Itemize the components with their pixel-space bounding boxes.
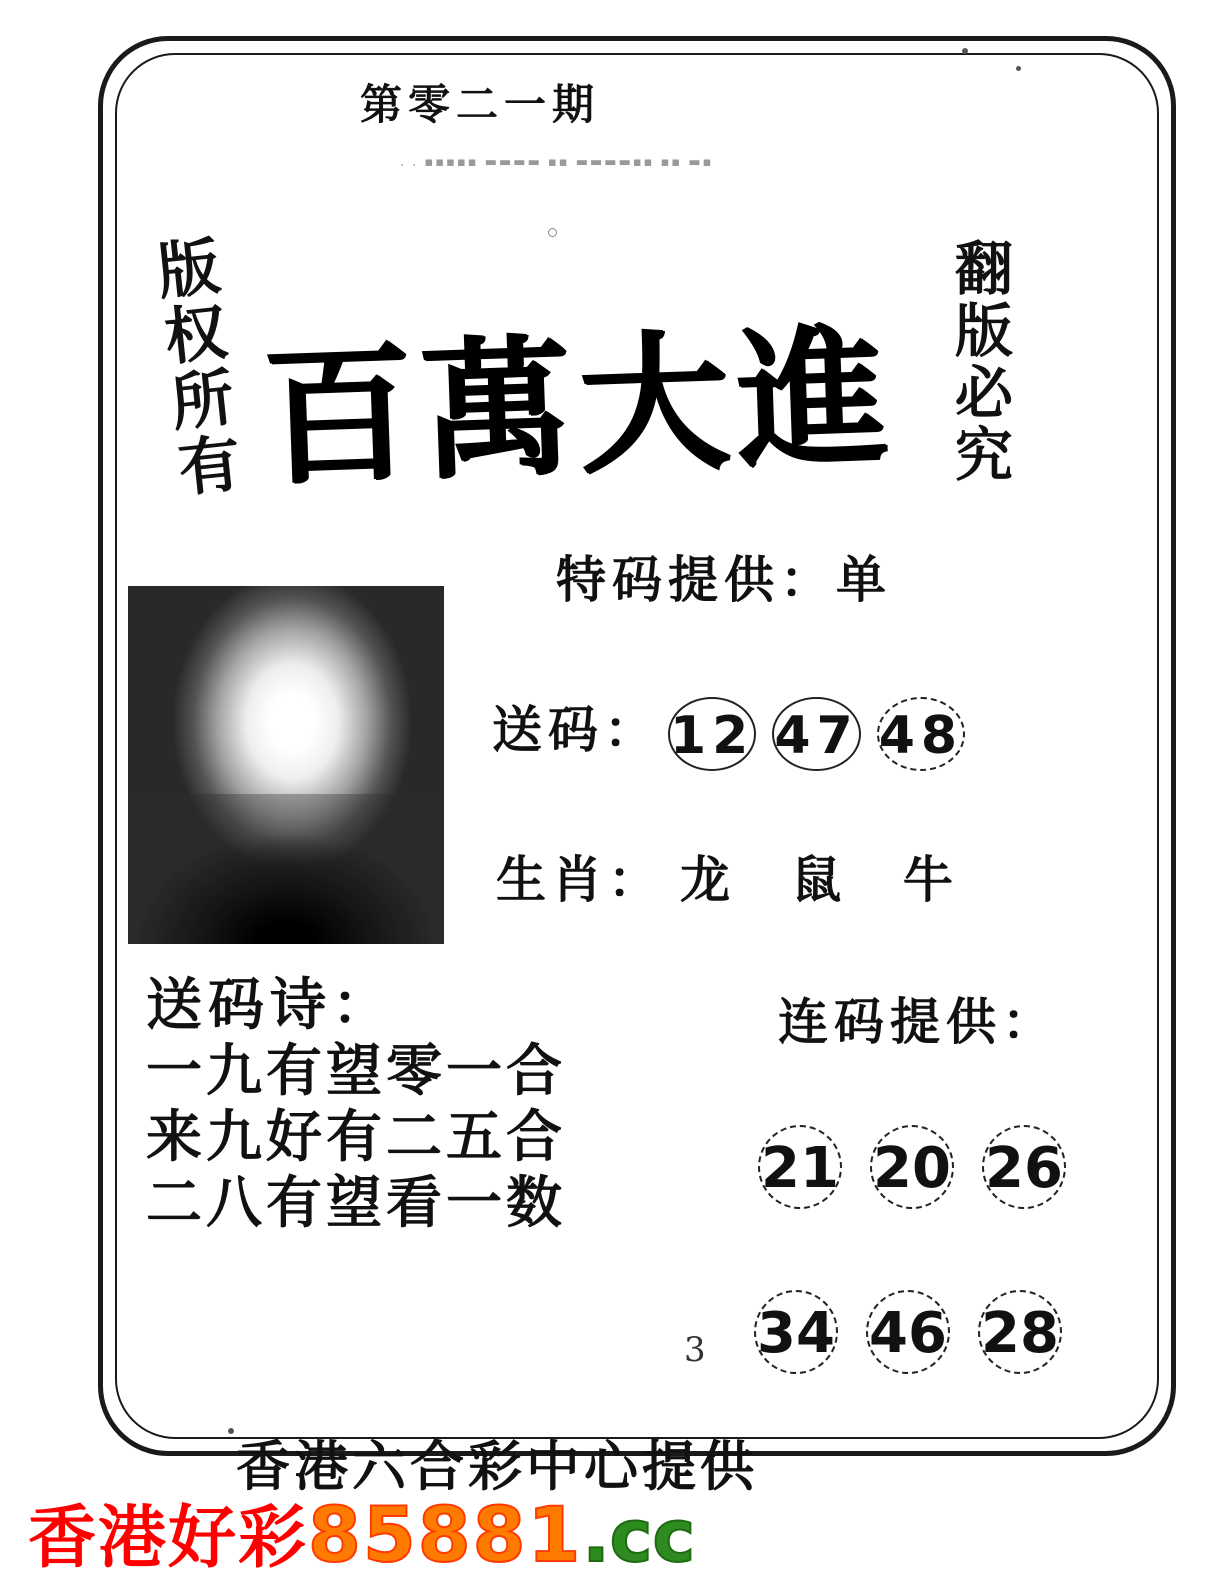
bonus-code-ball: 47 xyxy=(772,697,860,771)
special-code-label: 特码提供： xyxy=(556,550,836,609)
bonus-code-label: 送码： xyxy=(492,700,660,759)
page-title: 百萬大進 xyxy=(259,308,898,506)
poem-block xyxy=(146,972,566,1236)
footer-source-text: 香港六合彩中心提供 xyxy=(236,1434,758,1498)
linked-code-ball: 21 xyxy=(758,1125,842,1209)
poem-line: 一九有望零一合 xyxy=(146,1038,566,1105)
linked-codes-label: 连码提供： xyxy=(778,992,1058,1051)
linked-code-ball: 26 xyxy=(982,1125,1066,1209)
linked-code-ball: 28 xyxy=(978,1290,1062,1374)
scan-speck-bottom xyxy=(228,1428,234,1434)
zodiac-value: 龙 鼠 牛 xyxy=(680,850,975,909)
bonus-code-line xyxy=(492,690,973,771)
watermark-suffix: .cc xyxy=(582,1494,696,1578)
poem-heading: 送码诗： xyxy=(146,972,394,1038)
zodiac-line xyxy=(496,840,975,912)
linked-code-ball: 20 xyxy=(870,1125,954,1209)
scan-speck-top xyxy=(962,48,968,54)
linked-codes-row xyxy=(740,1290,1076,1374)
poem-line: 来九好有二五合 xyxy=(146,1104,566,1171)
zodiac-label: 生肖： xyxy=(496,850,664,909)
special-code-value: 单 xyxy=(836,550,892,609)
poem-line: 二八有望看一数 xyxy=(146,1170,566,1237)
stray-pen-mark: 3 xyxy=(684,1330,706,1370)
watermark-number: 85881 xyxy=(308,1490,583,1579)
watermark-brand: 香港好彩 xyxy=(28,1499,309,1578)
scan-noise-line: . . ▪▪▪▪▪ ▬▬▬▬ ▪▪ ▬▬▬▬▪▪ ▪▪ ▬▪ xyxy=(400,155,714,170)
linked-code-ball: 46 xyxy=(866,1290,950,1374)
issue-number: 第零二一期 xyxy=(360,80,601,129)
watermark xyxy=(28,1484,695,1581)
scan-noise-dot xyxy=(548,228,557,237)
copyright-left-text: 版权所有 xyxy=(144,232,245,503)
special-code-line xyxy=(556,540,892,612)
bonus-code-ball: 12 xyxy=(668,697,756,771)
portrait-photo xyxy=(128,586,444,944)
linked-codes-row xyxy=(744,1125,1080,1209)
bonus-code-ball: 48 xyxy=(877,697,965,771)
scan-speck-top-2 xyxy=(1016,66,1021,71)
linked-code-ball: 34 xyxy=(754,1290,838,1374)
copyright-right-text: 翻版必究 xyxy=(944,238,1013,486)
